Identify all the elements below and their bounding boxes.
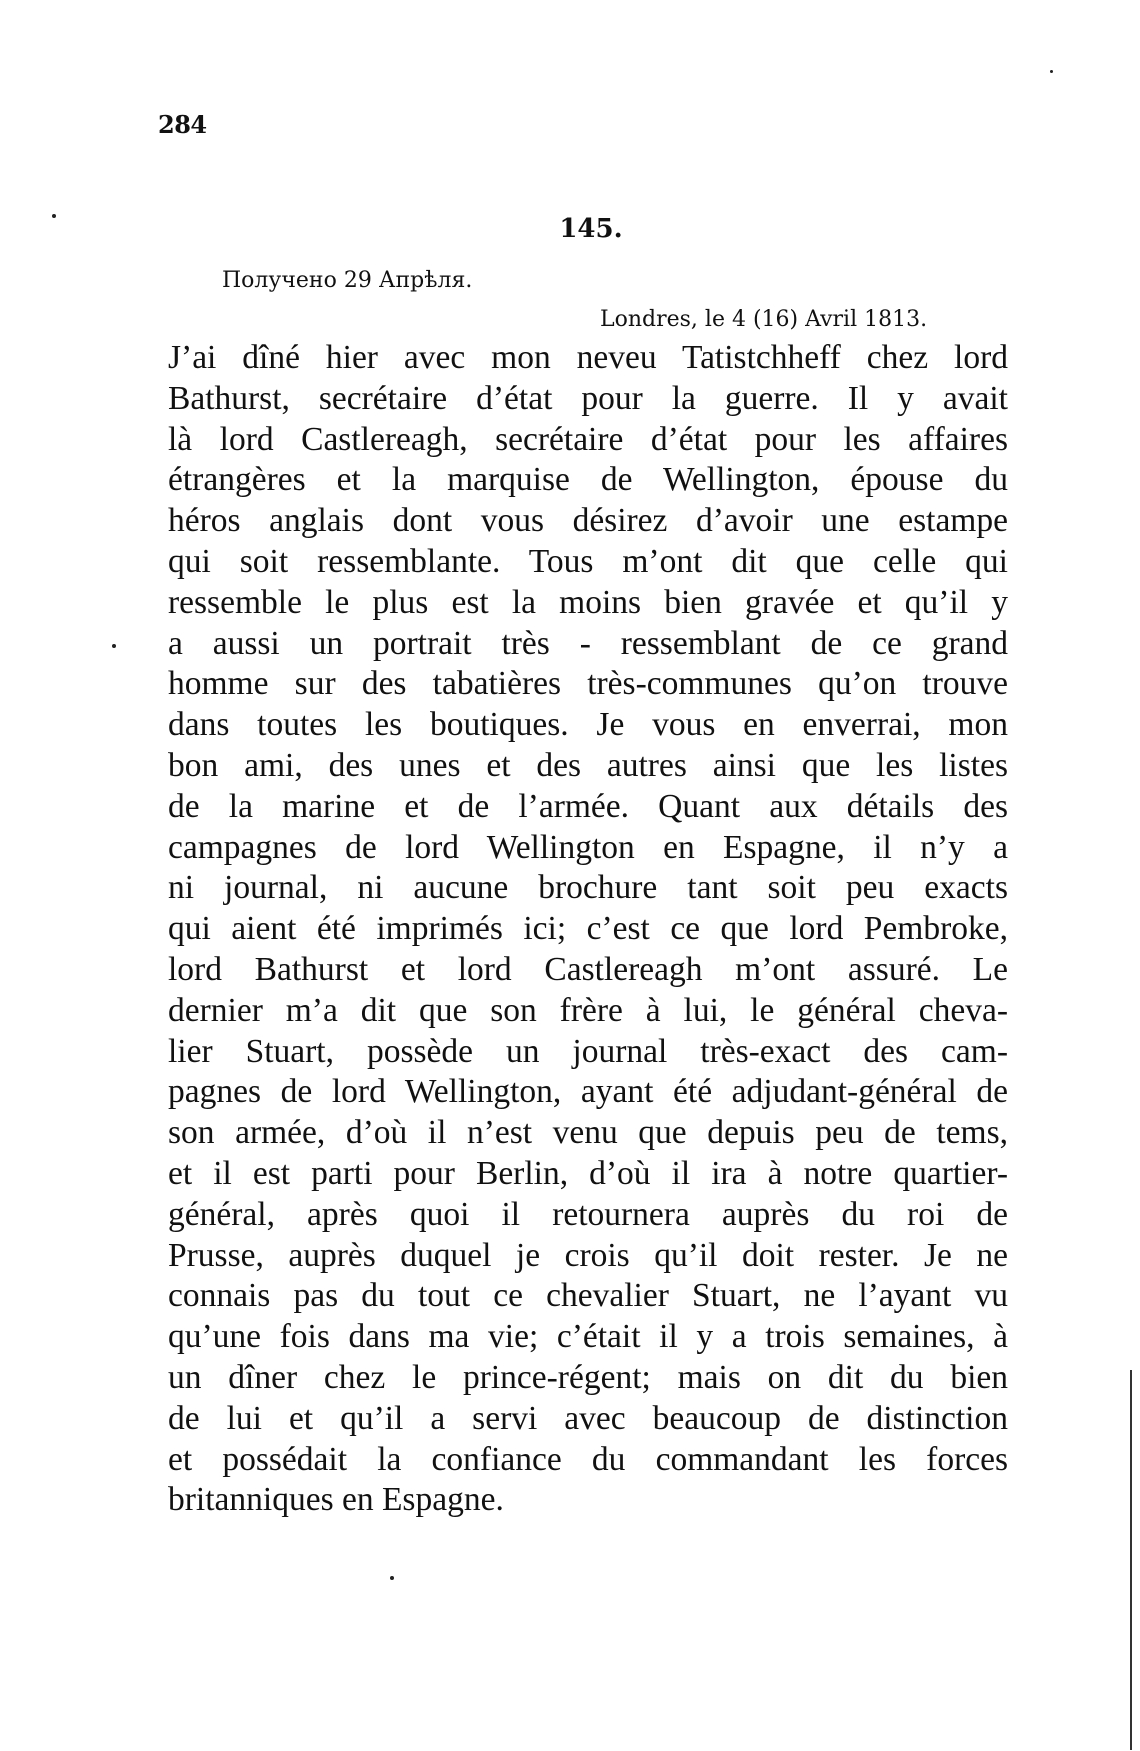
body-line: a aussi un portrait très - ressemblant de ce grand bbox=[168, 624, 1008, 662]
body-line: étrangères et la marquise de Wellington, épouse du bbox=[168, 461, 1008, 499]
body-line: qu’une fois dans ma vie; c’était il y a trois semaines, à bbox=[168, 1318, 1008, 1356]
scan-edge-mark bbox=[1130, 1370, 1132, 1750]
body-line: J’ai dîné hier avec mon neveu Tatistchheff chez lord bbox=[168, 339, 1008, 376]
body-line: là lord Castlereagh, secrétaire d’état pour les affaires bbox=[168, 420, 1008, 458]
body-line: dernier m’a dit que son frère à lui, le général cheva- bbox=[168, 991, 1008, 1029]
letter-dateline: Londres, le 4 (16) Avril 1813. bbox=[600, 307, 928, 332]
body-line: pagnes de lord Wellington, ayant été adjudant-général de bbox=[168, 1073, 1008, 1111]
body-line: dans toutes les boutiques. Je vous en enverrai, mon bbox=[168, 706, 1008, 744]
scan-speck bbox=[1050, 70, 1053, 73]
body-line: de lui et qu’il a servi avec beaucoup de distinction bbox=[168, 1399, 1008, 1437]
body-line: héros anglais dont vous désirez d’avoir une estampe bbox=[168, 502, 1008, 540]
body-line: qui aient été imprimés ici; c’est ce que lord Pembroke, bbox=[168, 910, 1008, 948]
body-line: son armée, d’où il n’est venu que depuis peu de tems, bbox=[168, 1114, 1008, 1152]
body-line: Prusse, auprès duquel je crois qu’il doit rester. Je ne bbox=[168, 1236, 1008, 1274]
body-line: de la marine et de l’armée. Quant aux détails des bbox=[168, 787, 1008, 825]
body-line: un dîner chez le prince-régent; mais on dit du bien bbox=[168, 1358, 1008, 1396]
letter-number: 145. bbox=[559, 214, 623, 244]
body-line: connais pas du tout ce chevalier Stuart, ne l’ayant vu bbox=[168, 1277, 1008, 1315]
body-line: lord Bathurst et lord Castlereagh m’ont assuré. Le bbox=[168, 950, 1008, 988]
body-line: général, après quoi il retournera auprès du roi de bbox=[168, 1195, 1008, 1233]
body-line: bon ami, des unes et des autres ainsi que les listes bbox=[168, 746, 1008, 784]
body-line: lier Stuart, possède un journal très-exact des cam- bbox=[168, 1032, 1008, 1070]
scan-speck bbox=[52, 214, 56, 218]
letter-body bbox=[168, 338, 1008, 1521]
body-line: ressemble le plus est la moins bien gravée et qu’il y bbox=[168, 583, 1008, 621]
body-line: Bathurst, secrétaire d’état pour la guerre. Il y avait bbox=[168, 379, 1008, 417]
scan-speck bbox=[390, 1576, 394, 1580]
body-line: et il est parti pour Berlin, d’où il ira à notre quartier- bbox=[168, 1154, 1008, 1192]
scan-speck bbox=[112, 644, 116, 648]
body-line: homme sur des tabatières très-communes qu’on trouve bbox=[168, 665, 1008, 703]
body-line: et possédait la confiance du commandant les forces bbox=[168, 1440, 1008, 1478]
body-line: ni journal, ni aucune brochure tant soit peu exacts bbox=[168, 869, 1008, 907]
body-line: campagnes de lord Wellington en Espagne, il n’y a bbox=[168, 828, 1008, 866]
body-line: qui soit ressemblante. Tous m’ont dit que celle qui bbox=[168, 542, 1008, 580]
page-number: 284 bbox=[158, 110, 207, 139]
body-line: britanniques en Espagne. bbox=[168, 1481, 504, 1519]
received-note: Получено 29 Апрѣля. bbox=[222, 268, 473, 293]
